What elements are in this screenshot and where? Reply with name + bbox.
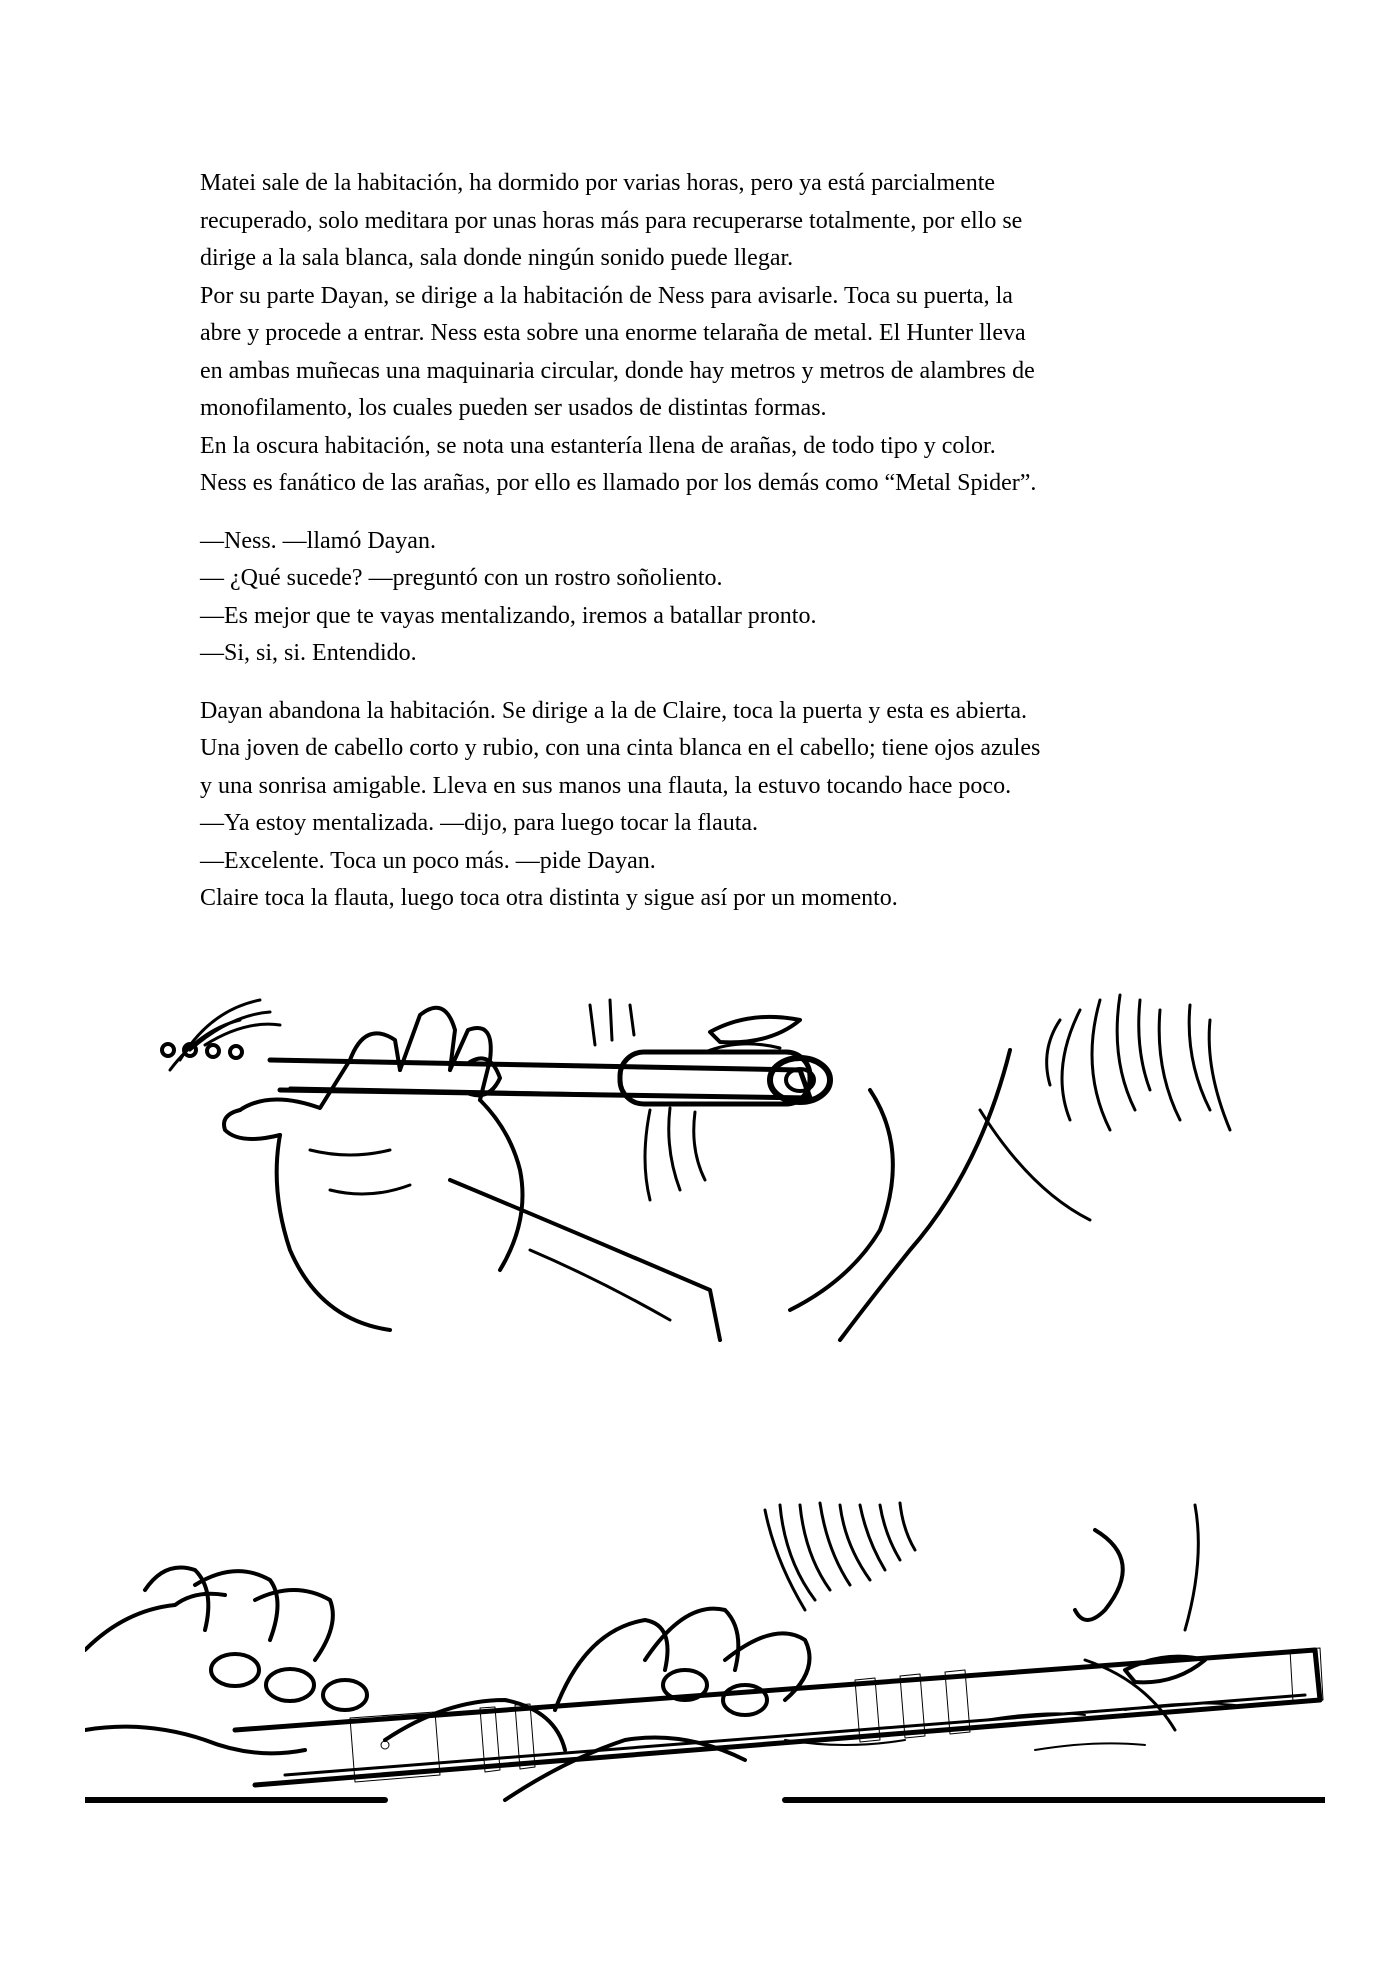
story-text xyxy=(200,165,1210,918)
text-line: Claire toca la flauta, luego toca otra distinta y sigue así por un momento. xyxy=(200,885,898,911)
text-line: En la oscura habitación, se nota una estantería llena de arañas, de todo tipo y color. xyxy=(200,432,996,459)
text-line: recuperado, solo meditara por unas horas más para recuperarse totalmente, por ello se xyxy=(200,207,1023,234)
text-line: abre y procede a entrar. Ness esta sobre una enorme telaraña de metal. El Hunter lleva xyxy=(200,320,1026,346)
text-line: Por su parte Dayan, se dirige a la habitación de Ness para avisarle. Toca su puerta, la xyxy=(200,282,1013,309)
text-line: —Ness. —llamó Dayan. xyxy=(200,527,436,554)
flute-sketch-bottom xyxy=(85,1500,1325,1810)
text-line: en ambas muñecas una maquinaria circular, donde hay metros y metros de alambres de xyxy=(200,357,1035,384)
flute-sketch-top xyxy=(150,990,1250,1350)
text-line: —Si, si, si. Entendido. xyxy=(200,640,417,666)
text-line: Ness es fanático de las arañas, por ello es llamado por los demás como “Metal Spider”. xyxy=(200,470,1037,496)
text-line: Matei sale de la habitación, ha dormido por varias horas, pero ya está parcialmente xyxy=(200,170,996,196)
text-line: —Ya estoy mentalizada. —dijo, para luego tocar la flauta. xyxy=(200,810,759,836)
text-line: monofilamento, los cuales pueden ser usados de distintas formas. xyxy=(200,395,827,421)
text-line: — ¿Qué sucede? —preguntó con un rostro soñoliento. xyxy=(200,565,723,591)
text-line: Dayan abandona la habitación. Se dirige a la de Claire, toca la puerta y esta es abierta. xyxy=(200,697,1027,724)
paragraph-dialogue xyxy=(200,523,1210,673)
text-line: dirige a la sala blanca, sala donde ningún sonido puede llegar. xyxy=(200,245,794,271)
text-line: y una sonrisa amigable. Lleva en sus manos una flauta, la estuvo tocando hace poco. xyxy=(200,772,1012,799)
text-line: —Es mejor que te vayas mentalizando, iremos a batallar pronto. xyxy=(200,602,817,629)
paragraph-narration-1 xyxy=(200,165,1210,503)
text-line: Una joven de cabello corto y rubio, con una cinta blanca en el cabello; tiene ojos azules xyxy=(200,735,1041,761)
paragraph-narration-2 xyxy=(200,693,1210,918)
text-line: —Excelente. Toca un poco más. —pide Dayan. xyxy=(200,847,656,874)
